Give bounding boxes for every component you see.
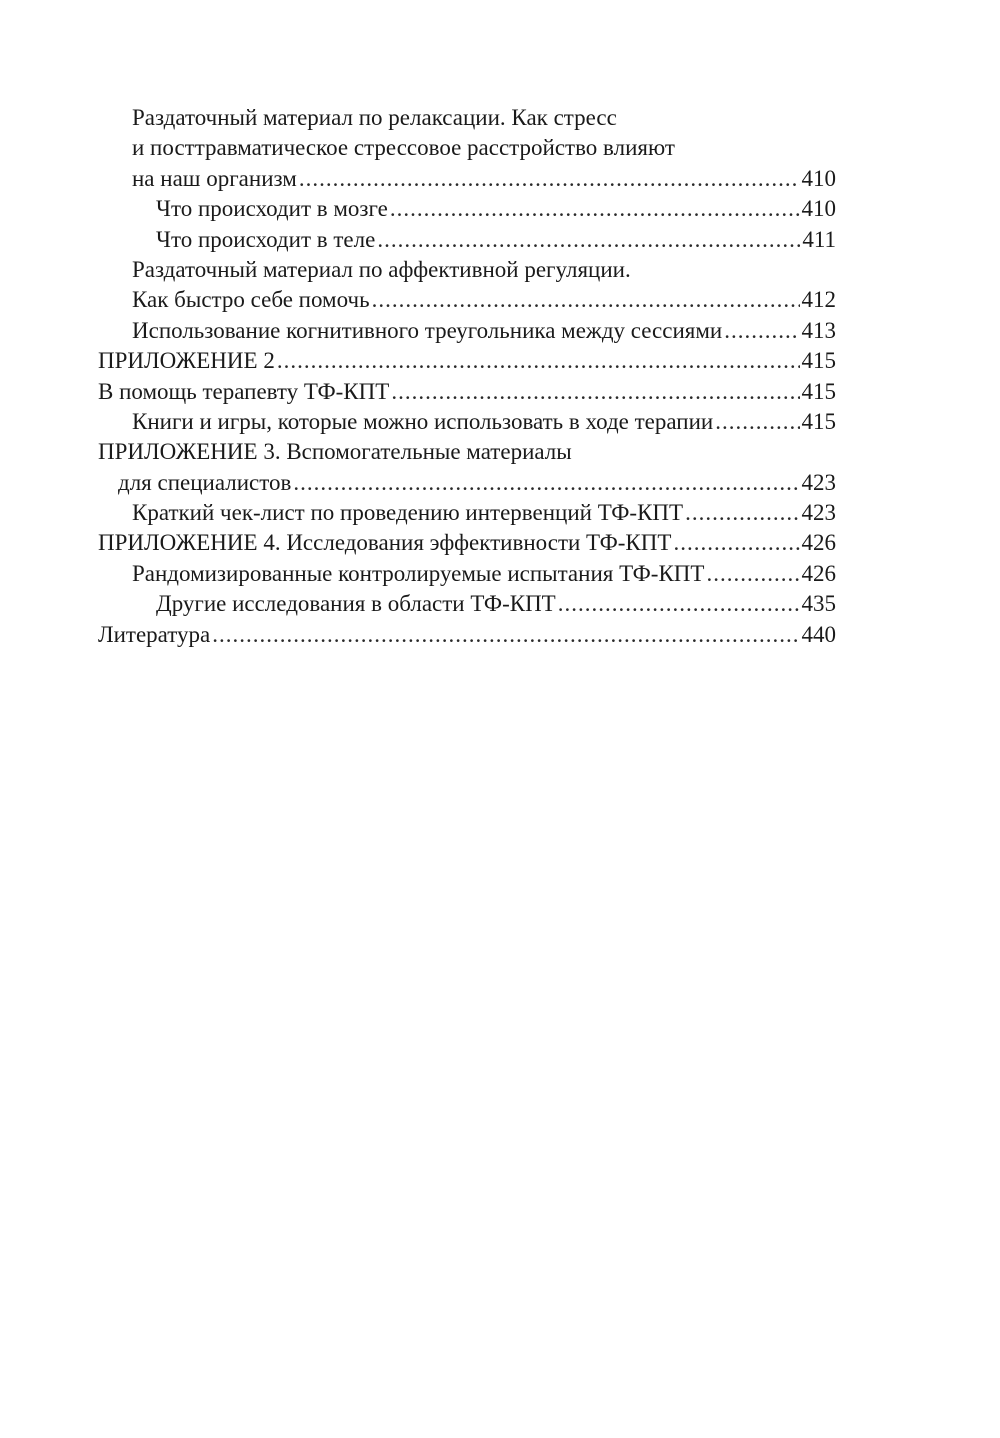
toc-entry-label: Использование когнитивного треугольника между сессиями	[132, 317, 723, 343]
toc-entry[interactable]	[98, 589, 836, 619]
dot-leader	[558, 589, 800, 619]
dot-leader	[212, 620, 799, 650]
dot-leader	[391, 377, 799, 407]
dot-leader	[715, 407, 799, 437]
toc-entry-line	[98, 255, 836, 285]
toc-entry-line	[98, 437, 836, 467]
toc-page-number: 426	[801, 530, 836, 556]
toc-entry-label: Другие исследования в области ТФ-КПТ	[156, 591, 556, 617]
toc-page-number: 412	[801, 287, 836, 313]
dot-leader	[299, 164, 800, 194]
dot-leader	[685, 498, 799, 528]
dot-leader	[390, 194, 800, 224]
dot-leader	[706, 559, 799, 589]
toc-entry-label: Что происходит в теле	[156, 226, 376, 252]
toc-entry[interactable]	[98, 528, 836, 558]
toc-entry-line	[98, 133, 836, 163]
dot-leader	[372, 285, 800, 315]
toc-page-number: 423	[801, 500, 836, 526]
toc-page-number: 411	[802, 226, 836, 252]
toc-entry-label: Что происходит в мозге	[156, 196, 388, 222]
toc-page-number: 423	[801, 469, 836, 495]
toc-entry-label: В помощь терапевту ТФ-КПТ	[98, 378, 390, 404]
toc-entry-label: ПРИЛОЖЕНИЕ 2	[98, 348, 275, 374]
toc-entry-label: ПРИЛОЖЕНИЕ 4. Исследования эффективности ТФ-КПТ	[98, 530, 672, 556]
dot-leader	[277, 346, 800, 376]
toc-entry[interactable]	[98, 346, 836, 376]
toc-page-number: 410	[801, 165, 836, 191]
toc-entry[interactable]	[98, 377, 836, 407]
toc-entry-label: Раздаточный материал по релаксации. Как стресс	[132, 105, 617, 130]
dot-leader	[673, 528, 799, 558]
toc-page-number: 440	[801, 621, 836, 647]
toc-page-number: 426	[801, 560, 836, 586]
toc-entry-line	[98, 103, 836, 133]
toc-entry[interactable]	[98, 620, 836, 650]
toc-entry-label: Рандомизированные контролируемые испытания ТФ-КПТ	[132, 560, 705, 586]
toc-page-number: 435	[801, 591, 836, 617]
toc-entry-label: ПРИЛОЖЕНИЕ 3. Вспомогательные материалы	[98, 439, 572, 465]
toc-entry[interactable]	[98, 468, 836, 498]
toc-entry[interactable]	[98, 316, 836, 346]
toc-entry-label: Как быстро себе помочь	[132, 287, 370, 313]
toc-entry[interactable]	[98, 225, 836, 255]
toc-entry-label: для специалистов	[118, 469, 292, 495]
dot-leader	[724, 316, 799, 346]
toc-entry-label: и посттравматическое стрессовое расстройство влияют	[132, 135, 675, 161]
toc-entry-label: Литература	[98, 621, 211, 647]
toc-entry[interactable]	[98, 194, 836, 224]
toc-entry[interactable]	[98, 285, 836, 315]
table-of-contents	[98, 103, 836, 650]
toc-entry[interactable]	[98, 498, 836, 528]
toc-page-number: 415	[801, 408, 836, 434]
toc-page-number: 415	[801, 378, 836, 404]
toc-entry-label: Краткий чек-лист по проведению интервенций ТФ-КПТ	[132, 500, 684, 526]
toc-entry-label: на наш организм	[132, 165, 297, 191]
toc-entry[interactable]	[98, 407, 836, 437]
toc-entry-label: Раздаточный материал по аффективной регуляции.	[132, 256, 631, 282]
dot-leader	[377, 225, 800, 255]
dot-leader	[293, 468, 799, 498]
toc-page-number: 415	[801, 348, 836, 374]
toc-entry[interactable]	[98, 559, 836, 589]
toc-entry[interactable]	[98, 164, 836, 194]
toc-entry-label: Книги и игры, которые можно использовать в ходе терапии	[132, 408, 714, 434]
toc-page-number: 413	[801, 317, 836, 343]
toc-page-number: 410	[801, 196, 836, 222]
